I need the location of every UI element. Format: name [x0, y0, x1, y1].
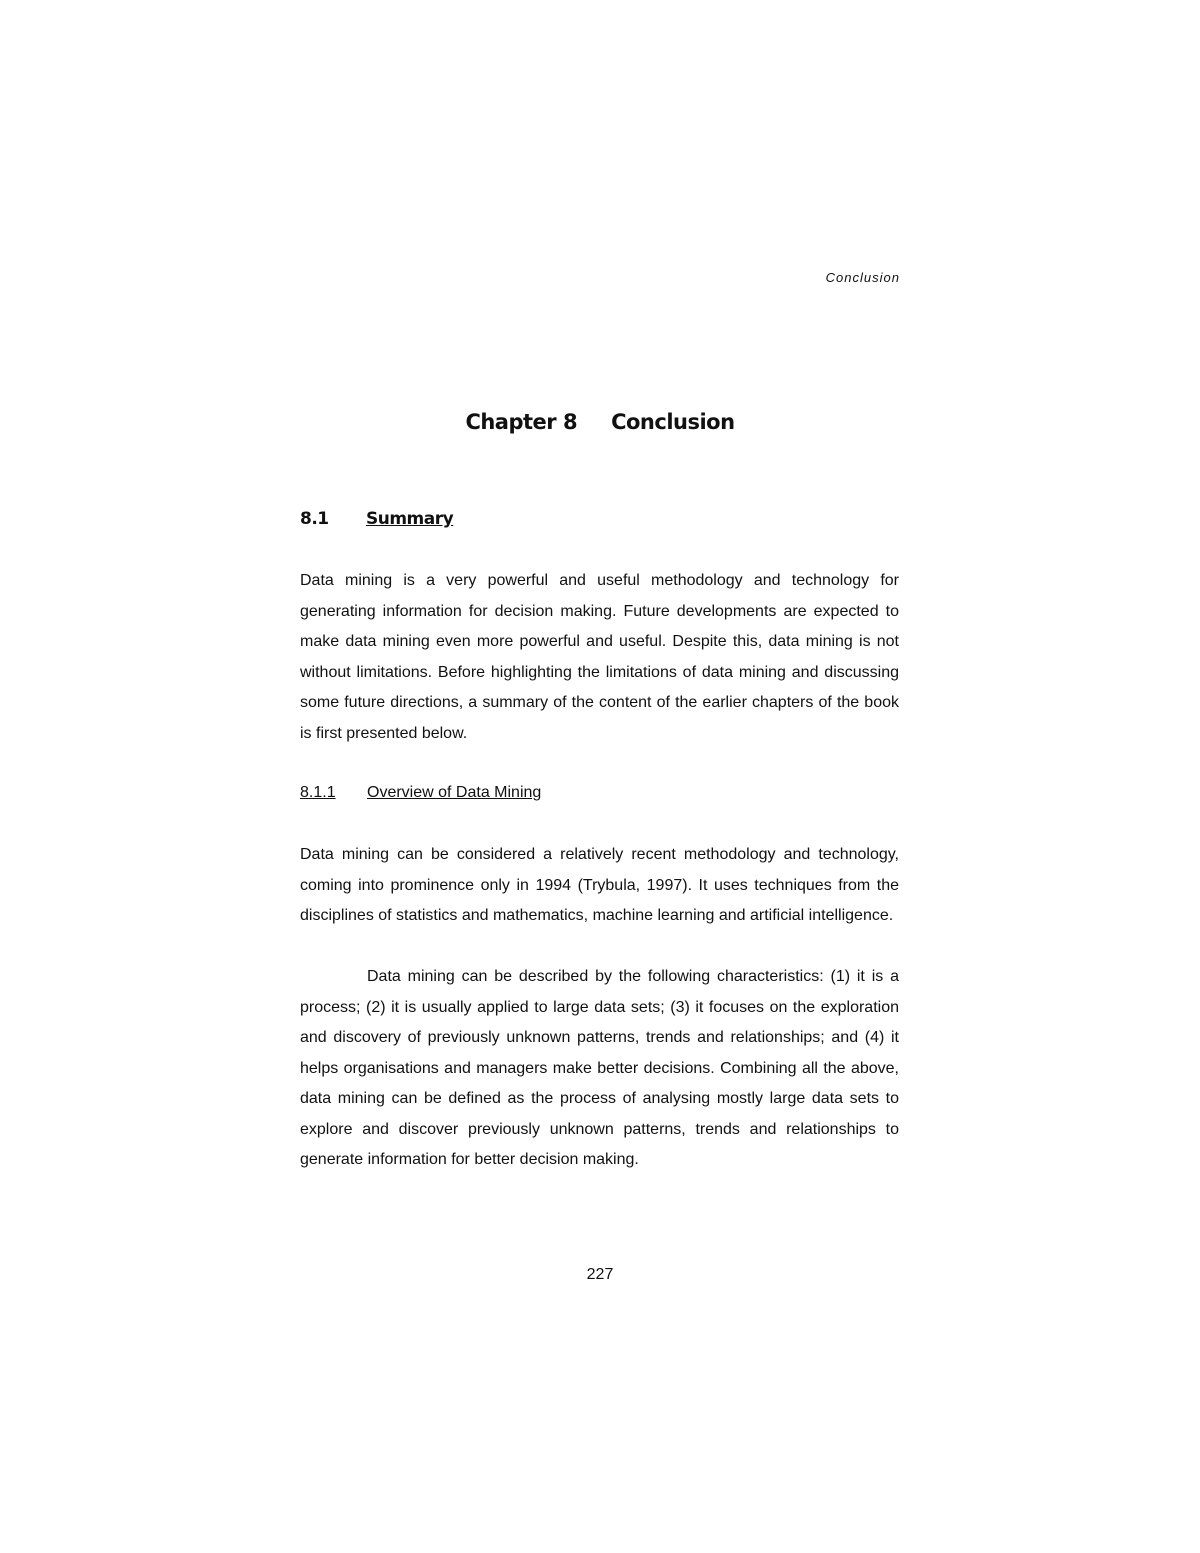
paragraph-characteristics: Data mining can be described by the following characteristics: (1) it is a process; (2) it is usually applied to large data sets; (3) it focuses on the exploration and discovery of previously unknown patterns, trends and relationships; and (4) it helps organisations and managers make better decisions. Combining all the above, data mining can be defined as the process of analysing mostly large data sets to explore and discover previously unknown patterns, trends and relationships to generate information for better decision making. [300, 968, 899, 1168]
chapter-label: Chapter 8 [465, 410, 578, 434]
subsection-number: 8.1.1 [300, 784, 336, 801]
running-header: Conclusion [825, 270, 900, 285]
subsection-title: Overview of Data Mining [367, 784, 542, 801]
chapter-title [0, 410, 1200, 434]
paragraph-overview: Data mining can be considered a relatively recent methodology and technology, coming into prominence only in 1994 (Trybula, 1997). It uses techniques from the disciplines of statistics and mathematics, machine learning and artificial intelligence. [300, 846, 899, 924]
paragraph-summary-intro: Data mining is a very powerful and useful methodology and technology for generating information for decision making. Future developments are expected to make data mining even more powerful and useful. Despite this, data mining is not without limitations. Before highlighting the limitations of data mining and discussing some future directions, a summary of the content of the earlier chapters of the book is first presented below. [300, 572, 899, 742]
section-title: Summary [366, 509, 454, 529]
section-number: 8.1 [300, 509, 329, 529]
page-number: 227 [586, 1266, 614, 1283]
chapter-name: Conclusion [611, 410, 735, 434]
subsection-heading [300, 784, 541, 802]
section-heading [300, 509, 453, 529]
